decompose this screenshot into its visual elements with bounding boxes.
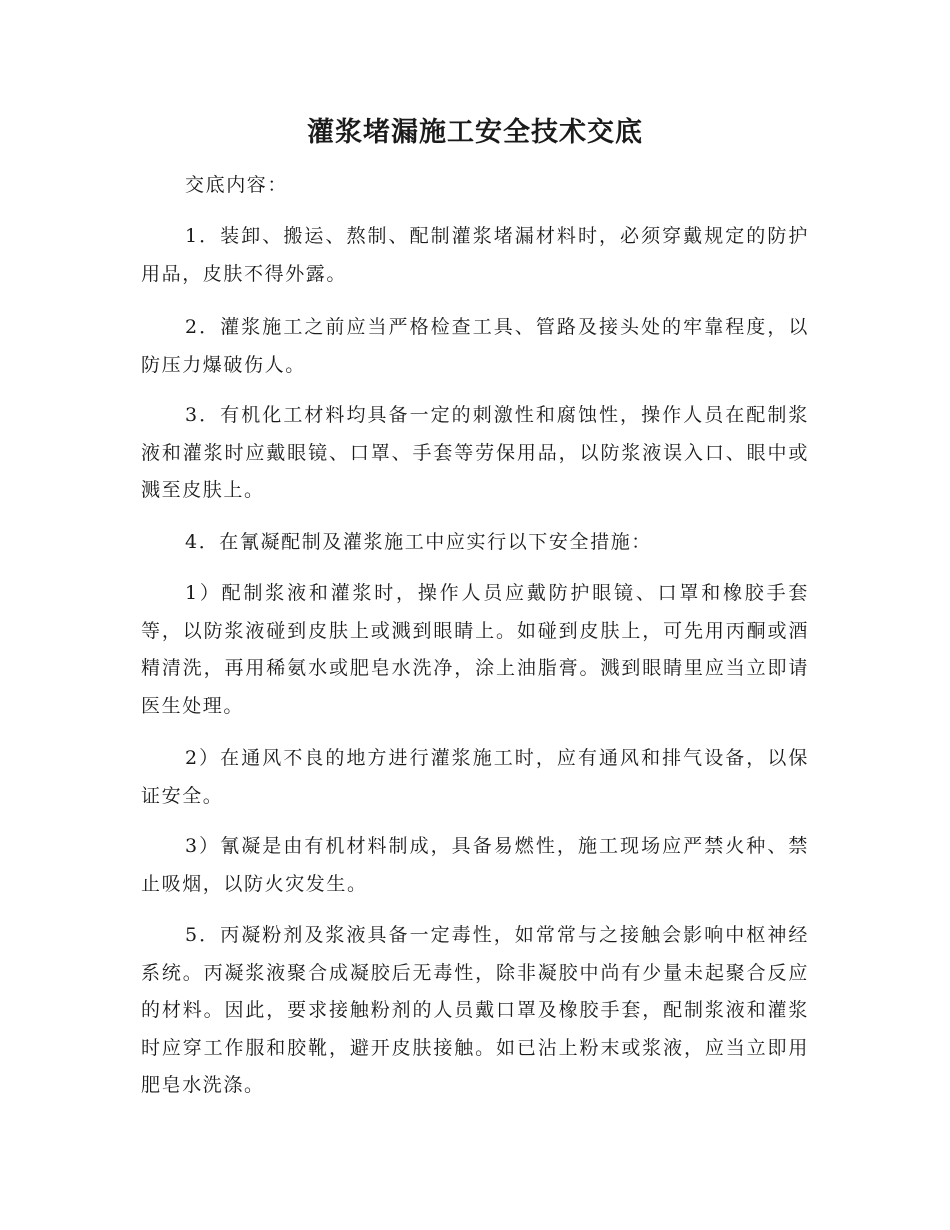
paragraph-2: 2．灌浆施工之前应当严格检查工具、管路及接头处的牢靠程度，以防压力爆破伤人。: [141, 316, 809, 376]
intro-line: 交底内容：: [185, 174, 289, 196]
paragraph-4: 4．在氰凝配制及灌浆施工中应实行以下安全措施：: [185, 531, 652, 553]
document-title: 灌浆堵漏施工安全技术交底: [307, 117, 643, 148]
paragraph-4-item-1: 1）配制浆液和灌浆时，操作人员应戴防护眼镜、口罩和橡胶手套等，以防浆液碰到皮肤上或溅到眼睛上。如碰到皮肤上，可先用丙酮或酒精清洗，再用稀氨水或肥皂水洗净，涂上油脂膏。溅到眼睛里应当立即请医生处理。: [141, 582, 809, 717]
paragraph-3: 3．有机化工材料均具备一定的刺激性和腐蚀性，操作人员在配制浆液和灌浆时应戴眼镜、口罩、手套等劳保用品，以防浆液误入口、眼中或溅至皮肤上。: [141, 404, 809, 501]
paragraph-5: 5．丙凝粉剂及浆液具备一定毒性，如常常与之接触会影响中枢神经系统。丙凝浆液聚合成凝胶后无毒性，除非凝胶中尚有少量未起聚合反应的材料。因此，要求接触粉剂的人员戴口罩及橡胶手套，配制浆液和灌浆时应穿工作服和胶靴，避开皮肤接触。如已沾上粉末或浆液，应当立即用肥皂水洗涤。: [141, 924, 809, 1096]
paragraph-1: 1．装卸、搬运、熬制、配制灌浆堵漏材料时，必须穿戴规定的防护用品，皮肤不得外露。: [141, 225, 809, 285]
paragraph-4-item-2: 2）在通风不良的地方进行灌浆施工时，应有通风和排气设备，以保证安全。: [141, 747, 809, 807]
paragraph-4-item-3: 3）氰凝是由有机材料制成，具备易燃性，施工现场应严禁火种、禁止吸烟，以防火灾发生。: [141, 835, 809, 895]
